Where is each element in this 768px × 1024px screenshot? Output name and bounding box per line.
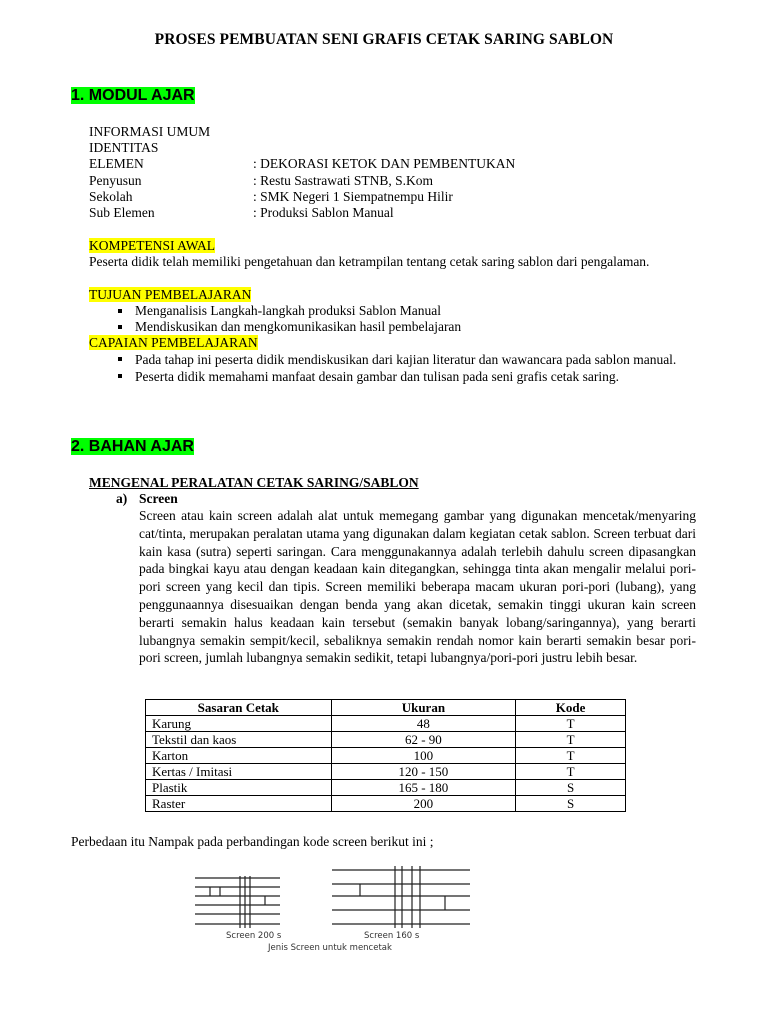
field-label-sekolah: Sekolah	[89, 189, 133, 204]
field-value-penyusun: : Restu Sastrawati STNB, S.Kom	[253, 173, 434, 188]
comparison-text: Perbedaan itu Nampak pada perbandingan kode screen berikut ini ;	[71, 834, 434, 849]
section-heading-modul-ajar	[71, 86, 195, 106]
figure-caption-main: Jenis Screen untuk mencetak	[268, 943, 392, 953]
table-cell: T	[516, 716, 626, 732]
list-item: Peserta didik memahami manfaat desain gambar dan tulisan pada seni grafis cetak saring.	[115, 368, 696, 385]
document-title: PROSES PEMBUATAN SENI GRAFIS CETAK SARING SABLON	[154, 31, 614, 48]
field-value-sub-elemen: : Produksi Sablon Manual	[253, 205, 394, 220]
table-cell: S	[516, 780, 626, 796]
table-row	[146, 796, 626, 812]
table-cell: Tekstil dan kaos	[146, 732, 332, 748]
screen-mesh-figure	[190, 862, 480, 957]
mesh-diagram	[190, 862, 480, 937]
table-cell: T	[516, 764, 626, 780]
item-title-screen: Screen	[139, 491, 178, 506]
table-row	[146, 748, 626, 764]
table-cell: T	[516, 748, 626, 764]
figure-caption-right: Screen 160 s	[364, 931, 420, 941]
subheading-peralatan: MENGENAL PERALATAN CETAK SARING/SABLON	[89, 475, 419, 490]
field-label-penyusun: Penyusun	[89, 173, 142, 188]
list-item: Mendiskusikan dan mengkomunikasikan hasil pembelajaran	[115, 319, 461, 335]
table-header-row	[146, 700, 626, 716]
list-item: Pada tahap ini peserta didik mendiskusikan dari kajian literatur dan wawancara pada sablon manual.	[115, 351, 696, 368]
column-header: Ukuran	[331, 700, 516, 716]
column-header: Kode	[516, 700, 626, 716]
kompetensi-awal-text: KOMPETENSI AWAL	[89, 238, 216, 253]
table-cell: 165 - 180	[331, 780, 516, 796]
capaian-list	[115, 351, 696, 385]
section-heading-bahan-ajar	[71, 437, 194, 457]
table-row	[146, 780, 626, 796]
info-general-label: INFORMASI UMUM	[89, 124, 211, 139]
table-cell: 120 - 150	[331, 764, 516, 780]
kompetensi-awal-paragraph: Peserta didik telah memiliki pengetahuan dan ketrampilan tentang cetak saring sablon dari pengalaman.	[89, 254, 650, 269]
column-header: Sasaran Cetak	[146, 700, 332, 716]
screen-description: Screen atau kain screen adalah alat untuk memegang gambar yang digunakan mencetak/menyaring cat/tinta, merupakan peralatan utama yang digunakan dalam kegiatan cetak sablon. Screen terbuat dari kain kasa (sutra) seperti saringan. Cara menggunakannya adalah terlebih dahulu screen dipasangkan pada bingkai kayu atau dengan keadaan kain ditegangkan, sehingga tinta akan mengalir melalui pori-pori screen yang kecil dan tipis. Screen memiliki beberapa macam ukuran pori-pori (lubang), yang penggunaannya disesuaikan dengan benda yang akan dicetak, semakin tinggi ukuran kain screen berarti semakin halus keadaan kain tersebut (semakin banyak lobang/saringannya), yang berarti lubangnya semakin sempit/kecil, sebaliknya semakin rendah nomor kain berarti semakin besar pori-pori screen, jumlah lubangnya semakin sedikit, tetapi lubangnya/pori-pori justru lebih besar.	[139, 508, 696, 666]
section-heading-text: 1. MODUL AJAR	[71, 87, 195, 104]
kompetensi-awal-label	[89, 238, 215, 254]
table-cell: Plastik	[146, 780, 332, 796]
capaian-pembelajaran-label	[89, 335, 258, 351]
figure-caption-left: Screen 200 s	[226, 931, 282, 941]
table-cell: 62 - 90	[331, 732, 516, 748]
table-row	[146, 716, 626, 732]
tujuan-pembelajaran-label	[89, 287, 251, 303]
screen-table-wrapper	[145, 699, 626, 812]
table-cell: Kertas / Imitasi	[146, 764, 332, 780]
table-cell: S	[516, 796, 626, 812]
table-cell: 100	[331, 748, 516, 764]
field-label-elemen: ELEMEN	[89, 156, 144, 171]
tujuan-pembelajaran-text: TUJUAN PEMBELAJARAN	[89, 287, 252, 302]
screen-table	[145, 699, 626, 812]
item-marker: a)	[116, 491, 128, 506]
table-cell: Karton	[146, 748, 332, 764]
table-row	[146, 732, 626, 748]
list-item: Menganalisis Langkah-langkah produksi Sablon Manual	[115, 303, 461, 319]
field-label-sub-elemen: Sub Elemen	[89, 205, 155, 220]
table-cell: T	[516, 732, 626, 748]
section-heading-text: 2. BAHAN AJAR	[71, 438, 194, 455]
identity-label: IDENTITAS	[89, 140, 159, 155]
tujuan-list	[115, 303, 461, 335]
table-cell: Raster	[146, 796, 332, 812]
table-cell: Karung	[146, 716, 332, 732]
table-cell: 200	[331, 796, 516, 812]
table-row	[146, 764, 626, 780]
table-cell: 48	[331, 716, 516, 732]
field-value-sekolah: : SMK Negeri 1 Siempatnempu Hilir	[253, 189, 453, 204]
field-value-elemen: : DEKORASI KETOK DAN PEMBENTUKAN	[253, 156, 516, 171]
capaian-pembelajaran-text: CAPAIAN PEMBELAJARAN	[89, 335, 258, 350]
